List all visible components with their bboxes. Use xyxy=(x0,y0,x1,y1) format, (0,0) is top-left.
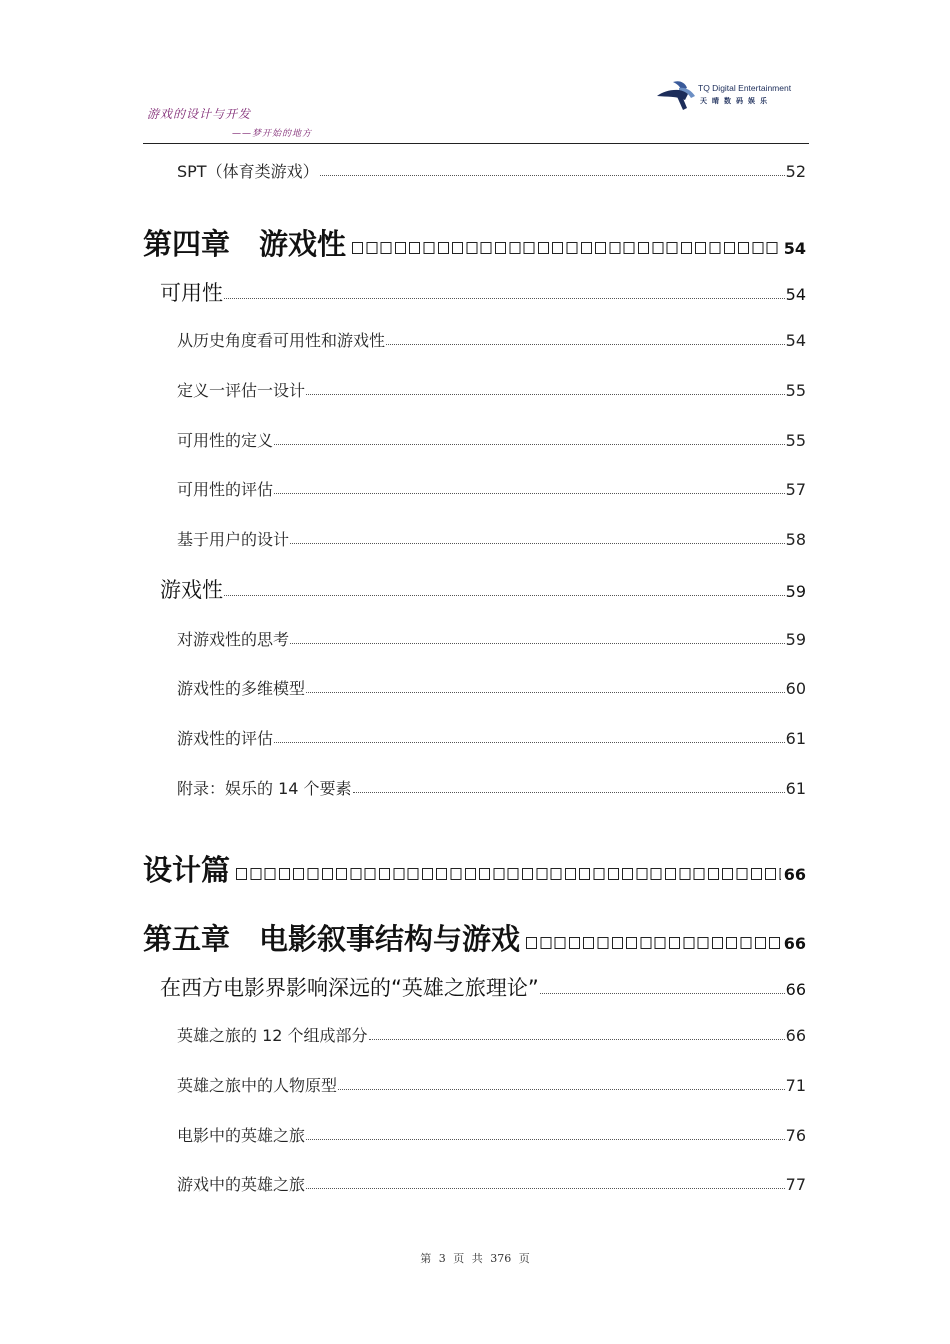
logo-text-cn: 天晴数码娱乐 xyxy=(700,96,772,105)
toc-entry[interactable] xyxy=(177,527,806,550)
toc-entry-title: 英雄之旅中的人物原型 xyxy=(177,1076,338,1095)
toc-leader-dots xyxy=(386,343,785,345)
toc-entry-title: 第五章 电影叙事结构与游戏 xyxy=(143,922,521,956)
toc-entry-title: 游戏性的多维模型 xyxy=(177,679,306,698)
toc-leader-dots xyxy=(290,542,785,544)
toc-entry-page: 66 xyxy=(785,980,806,999)
toc-entry-page: 55 xyxy=(785,431,806,450)
toc-entry[interactable] xyxy=(177,159,806,182)
toc-entry-title: 可用性的定义 xyxy=(177,431,274,450)
toc-entry-title: 从历史角度看可用性和游戏性 xyxy=(177,331,386,350)
toc-leader-dots xyxy=(306,393,785,395)
toc-leader-dots xyxy=(353,791,785,793)
toc-entry[interactable] xyxy=(177,726,806,749)
toc-entry-page: 66 xyxy=(783,934,806,953)
toc-entry[interactable] xyxy=(177,1023,806,1046)
header-divider xyxy=(143,143,809,144)
toc-entry-page: 76 xyxy=(785,1126,806,1145)
toc-leader-boxes xyxy=(352,242,781,254)
toc-entry-title: 可用性 xyxy=(160,281,223,305)
toc-leader-dots xyxy=(306,691,785,693)
toc-entry-page: 54 xyxy=(783,239,806,258)
toc-chapter-entry[interactable] xyxy=(143,222,806,263)
toc-entry-title: 游戏性 xyxy=(160,578,223,602)
toc-entry[interactable] xyxy=(177,477,806,500)
toc-leader-dots xyxy=(274,741,785,743)
toc-leader-dots xyxy=(306,1187,785,1189)
toc-entry-page: 66 xyxy=(783,865,806,884)
page-footer: 第 3 页 共 376 页 xyxy=(420,1252,530,1265)
toc-entry[interactable] xyxy=(177,428,806,451)
toc-leader-dots xyxy=(274,443,785,445)
toc-entry-title: 游戏中的英雄之旅 xyxy=(177,1175,306,1194)
toc-entry-title: 定义一评估一设计 xyxy=(177,381,306,400)
toc-entry-title: 可用性的评估 xyxy=(177,480,274,499)
toc-entry-page: 60 xyxy=(785,679,806,698)
toc-entry-page: 54 xyxy=(785,285,806,304)
toc-entry[interactable] xyxy=(177,1073,806,1096)
toc-entry-title: 英雄之旅的 12 个组成部分 xyxy=(177,1026,368,1045)
toc-entry[interactable] xyxy=(177,1123,806,1146)
toc-leader-dots xyxy=(540,992,785,994)
toc-entry-title: 设计篇 xyxy=(143,853,231,887)
toc-section-entry[interactable] xyxy=(160,277,806,307)
toc-entry-page: 57 xyxy=(785,480,806,499)
header-title: 游戏的设计与开发 xyxy=(147,107,252,121)
toc-entry-title: SPT（体育类游戏） xyxy=(177,162,319,181)
toc-entry[interactable] xyxy=(177,1172,806,1195)
toc-section-entry[interactable] xyxy=(160,574,806,604)
toc-entry-title: 基于用户的设计 xyxy=(177,530,290,549)
toc-leader-dots xyxy=(274,492,785,494)
toc-entry-title: 在西方电影界影响深远的“英雄之旅理论” xyxy=(160,976,539,1000)
toc-entry-title: 游戏性的评估 xyxy=(177,729,274,748)
toc-entry-page: 66 xyxy=(785,1026,806,1045)
toc-leader-dots xyxy=(290,642,785,644)
toc-section-entry[interactable] xyxy=(160,972,806,1002)
toc-entry-page: 77 xyxy=(785,1175,806,1194)
toc-entry[interactable] xyxy=(177,627,806,650)
toc-leader-dots xyxy=(320,174,785,176)
toc-entry-page: 61 xyxy=(785,779,806,798)
toc-entry[interactable] xyxy=(177,776,806,799)
header-subtitle: ——梦开始的地方 xyxy=(232,129,313,139)
toc-entry-title: 附录：娱乐的 14 个要素 xyxy=(177,779,352,798)
toc-leader-dots xyxy=(306,1138,785,1140)
toc-entry[interactable] xyxy=(177,328,806,351)
toc-entry-title: 第四章 游戏性 xyxy=(143,227,347,261)
toc-entry-page: 71 xyxy=(785,1076,806,1095)
toc-entry-title: 电影中的英雄之旅 xyxy=(177,1126,306,1145)
toc-entry-title: 对游戏性的思考 xyxy=(177,630,290,649)
toc-entry-page: 58 xyxy=(785,530,806,549)
toc-entry-page: 54 xyxy=(785,331,806,350)
toc-entry-page: 52 xyxy=(785,162,806,181)
toc-leader-dots xyxy=(338,1088,785,1090)
toc-entry[interactable] xyxy=(177,676,806,699)
toc-entry-page: 61 xyxy=(785,729,806,748)
toc-leader-dots xyxy=(369,1038,785,1040)
toc-leader-boxes xyxy=(526,937,781,949)
toc-entry-page: 59 xyxy=(785,630,806,649)
toc-leader-boxes xyxy=(236,868,781,880)
toc-entry[interactable] xyxy=(177,378,806,401)
toc-part-entry[interactable] xyxy=(143,848,806,889)
toc-leader-dots xyxy=(224,594,785,596)
logo-text-en: TQ Digital Entertainment xyxy=(698,83,792,93)
toc-entry-page: 55 xyxy=(785,381,806,400)
toc-leader-dots xyxy=(224,297,785,299)
toc-chapter-entry[interactable] xyxy=(143,917,806,958)
toc-entry-page: 59 xyxy=(785,582,806,601)
